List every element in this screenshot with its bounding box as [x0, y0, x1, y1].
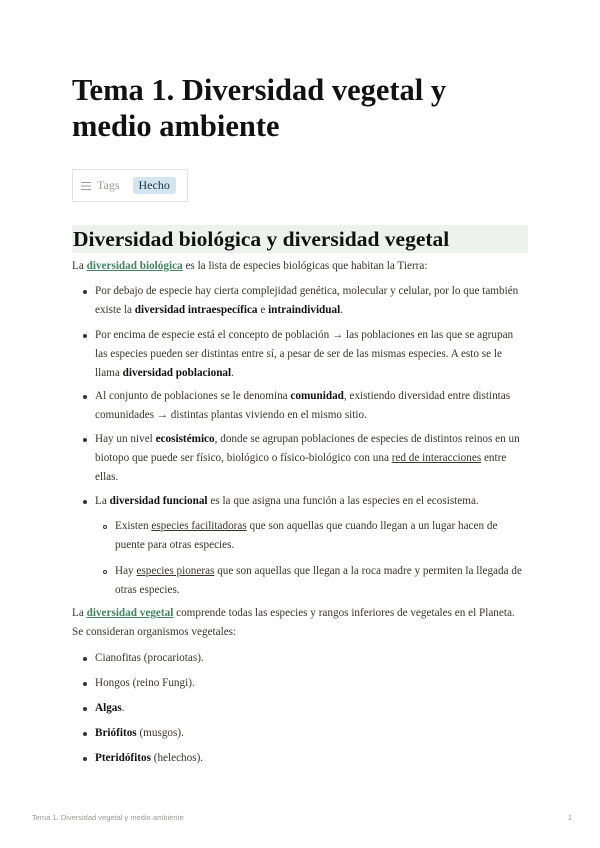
text: Cianofitas (procariotas). — [95, 652, 204, 664]
bullet-icon — [83, 657, 87, 661]
link-diversidad-vegetal[interactable]: diversidad vegetal — [86, 607, 174, 619]
list-item — [95, 387, 528, 425]
list-item — [95, 674, 528, 693]
bullet-icon — [83, 682, 87, 686]
list-item — [95, 282, 528, 320]
link-especies-facilitadoras[interactable]: especies facilitadoras — [151, 520, 247, 532]
hollow-bullet-icon — [103, 525, 107, 529]
bold-term: Pteridófitos — [95, 752, 151, 764]
bullet-icon — [83, 334, 87, 338]
text: Existen — [115, 520, 152, 532]
text: Hay — [115, 565, 137, 577]
page-number: 1 — [567, 813, 572, 822]
bold-term: diversidad poblacional — [122, 367, 232, 379]
text: La — [95, 495, 110, 507]
text: e — [257, 304, 269, 316]
sub-list-item — [115, 562, 528, 600]
bold-term: diversidad intraespecífica — [134, 304, 258, 316]
text: (helechos). — [150, 752, 204, 764]
text: , existiendo diversidad entre distintas comunidades → distintas plantas viviendo en el mismo sitio. — [95, 390, 511, 421]
text: . — [231, 367, 234, 379]
text: Hongos (reino Fungi). — [95, 677, 195, 689]
list-item — [95, 649, 528, 668]
bold-term: comunidad — [290, 390, 344, 402]
paragraph-diversidad-vegetal — [72, 604, 528, 642]
bold-term: intraindividual — [268, 304, 341, 316]
list-icon — [81, 182, 91, 190]
intro-paragraph — [72, 257, 528, 276]
text: . — [121, 702, 125, 714]
text: Por encima de especie está el concepto de población → las poblaciones en las que se agrupan las especies pueden ser distintas entre sí, a pesar de ser de las mismas especies. A esto se le llama — [95, 329, 514, 379]
link-red-de-interacciones[interactable]: red de interacciones — [391, 452, 482, 464]
text: que son aquellas que llegan a la roca madre y permiten la llegada de otras especies. — [115, 565, 522, 596]
link-especies-pioneras[interactable]: especies pioneras — [136, 565, 215, 577]
list-item — [95, 699, 528, 718]
text: , donde se agrupan poblaciones de especies de distintos reinos en un biotopo que puede ser físico, biológico o físico-biológico con una — [95, 433, 520, 464]
text: es la que asigna una función a las especies en el ecosistema. — [207, 495, 479, 507]
section-heading: Diversidad biológica y diversidad vegetal — [72, 225, 528, 253]
bold-term: Algas — [95, 702, 122, 714]
text: que son aquellas que cuando llegan a un lugar hacen de puente para otras especies. — [115, 520, 498, 551]
list-item — [95, 492, 528, 511]
text: Al conjunto de poblaciones se le denomina — [95, 390, 291, 402]
text: (musgos). — [136, 727, 184, 739]
list-item — [95, 326, 528, 383]
page-footer — [32, 813, 572, 822]
text: Hay un nivel — [95, 433, 156, 445]
bullet-icon — [83, 290, 87, 294]
text: . — [340, 304, 343, 316]
bold-term: Briófitos — [95, 727, 137, 739]
tags-label: Tags — [97, 178, 120, 192]
list-item — [95, 430, 528, 487]
tag-badge[interactable]: Hecho — [133, 177, 176, 194]
text: La — [72, 607, 87, 619]
page-title: Tema 1. Diversidad vegetal y medio ambiente — [72, 73, 447, 143]
text: entre ellas. — [95, 452, 507, 483]
hollow-bullet-icon — [103, 570, 107, 574]
list-item — [95, 749, 528, 768]
bullet-icon — [83, 395, 87, 399]
bullet-icon — [83, 757, 87, 761]
tags-property — [81, 178, 120, 193]
intro-post: es la lista de especies biológicas que habitan la Tierra: — [182, 260, 428, 272]
text: Por debajo de especie hay cierta complejidad genética, molecular y celular, por lo que también existe la — [95, 285, 519, 316]
bold-term: diversidad funcional — [109, 495, 208, 507]
bullet-icon — [83, 438, 87, 442]
bold-term: ecosistémico — [155, 433, 215, 445]
intro-pre: La — [72, 260, 87, 272]
sub-list-item — [115, 517, 528, 555]
bullet-icon — [83, 707, 87, 711]
bullet-icon — [83, 500, 87, 504]
link-diversidad-biologica[interactable]: diversidad biológica — [86, 260, 183, 272]
text: comprende todas las especies y rangos inferiores de vegetales en el Planeta. Se consideran organismos vegetales: — [72, 607, 515, 638]
list-item — [95, 724, 528, 743]
properties-block — [72, 169, 188, 202]
bullet-icon — [83, 732, 87, 736]
footer-title: Tema 1. Diversidad vegetal y medio ambiente — [32, 813, 184, 822]
